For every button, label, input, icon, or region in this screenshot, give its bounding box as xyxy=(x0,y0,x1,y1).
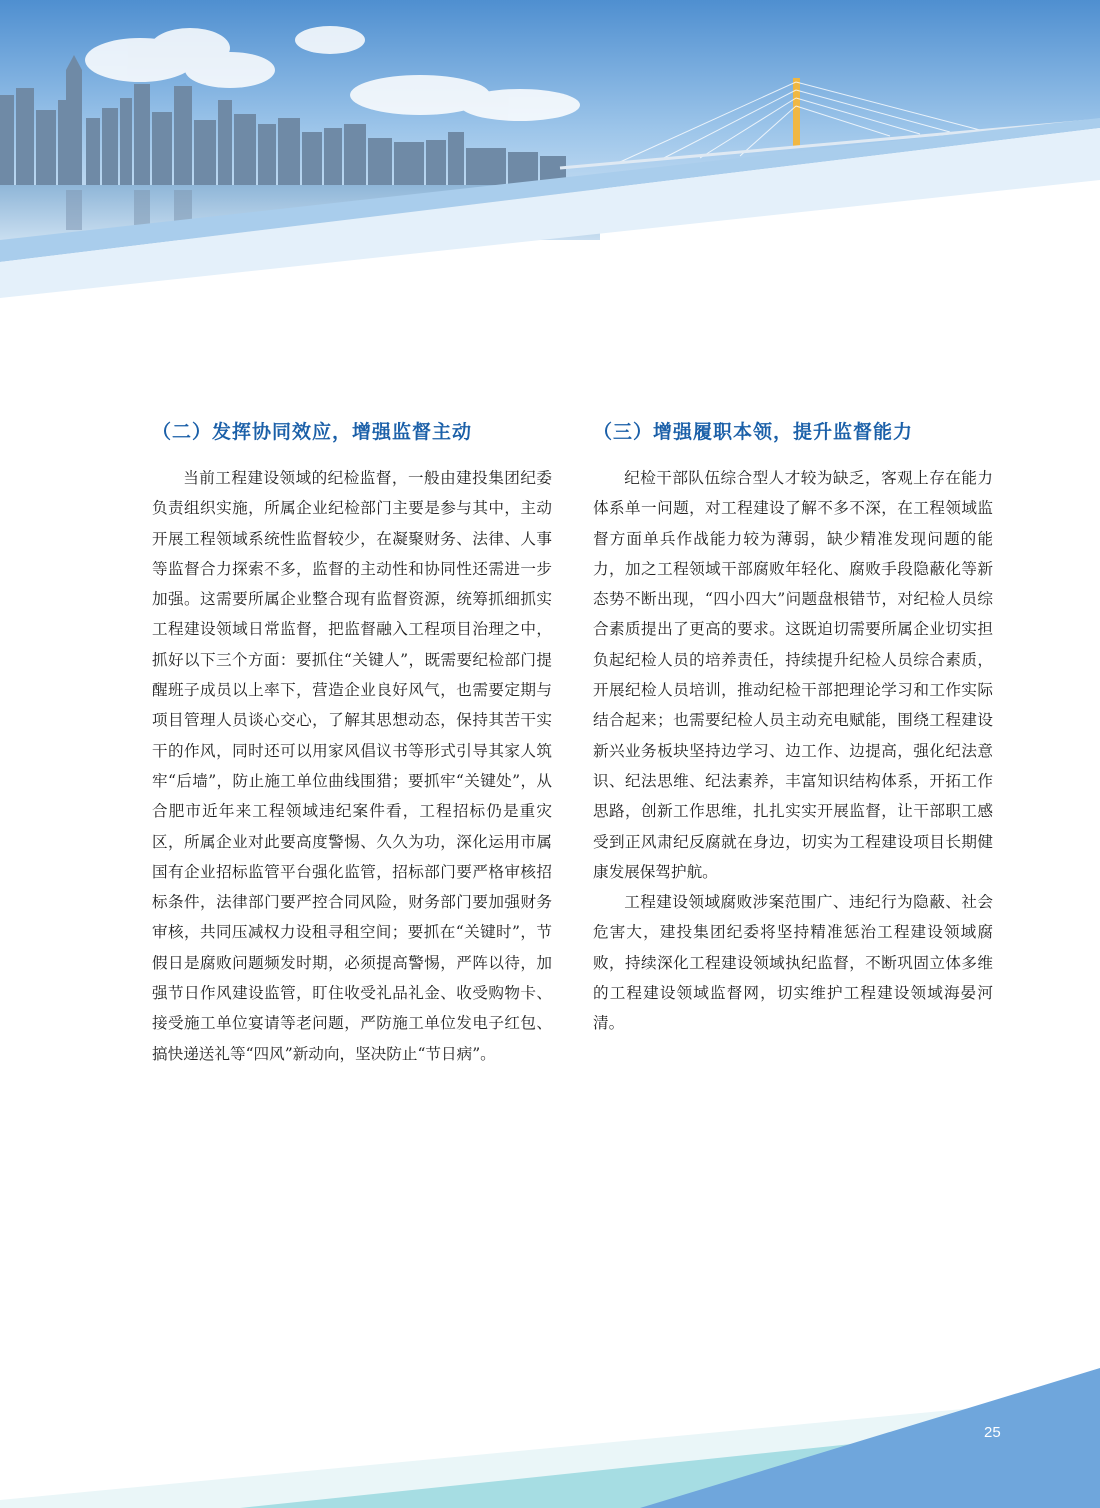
paragraph: 纪检干部队伍综合型人才较为缺乏，客观上存在能力体系单一问题，对工程建设了解不多不深，在工程领域监督方面单兵作战能力较为薄弱，缺少精准发现问题的能力，加之工程领域干部腐败年轻化、腐败手段隐蔽化等新态势不断出现，“四小四大”问题盘根错节，对纪检人员综合素质提出了更高的要求。这既迫切需要所属企业切实担负起纪检人员的培养责任，持续提升纪检人员综合素质，开展纪检人员培训，推动纪检干部把理论学习和工作实际结合起来；也需要纪检人员主动充电赋能，围绕工程建设新兴业务板块坚持边学习、边工作、边提高，强化纪法意识、纪法思维、纪法素养，丰富知识结构体系，开拓工作思路，创新工作思维，扎扎实实开展监督，让干部职工感受到正风肃纪反腐就在身边，切实为工程建设项目长期健康发展保驾护航。 xyxy=(593,469,993,881)
right-column xyxy=(593,415,993,1039)
paragraph: 当前工程建设领域的纪检监督，一般由建投集团纪委负责组织实施，所属企业纪检部门主要是参与其中，主动开展工程领域系统性监督较少，在凝聚财务、法律、人事等监督合力探索不多，监督的主动性和协同性还需进一步加强。这需要所属企业整合现有监督资源，统筹抓细抓实工程建设领域日常监督，把监督融入工程项目治理之中，抓好以下三个方面：要抓住“关键人”，既需要纪检部门提醒班子成员以上率下，营造企业良好风气，也需要定期与项目管理人员谈心交心，了解其思想动态，保持其苦干实干的作风，同时还可以用家风倡议书等形式引导其家人筑牢“后墙”，防止施工单位曲线围猎；要抓牢“关键处”，从合肥市近年来工程领域违纪案件看，工程招标仍是重灾区，所属企业对此要高度警惕、久久为功，深化运用市属国有企业招标监管平台强化监管，招标部门要严格审核招标条件，法律部门要严控合同风险，财务部门要加强财务审核，共同压减权力设租寻租空间；要抓在“关键时”，节假日是腐败问题频发时期，必须提高警惕，严阵以待，加强节日作风建设监管，盯住收受礼品礼金、收受购物卡、接受施工单位宴请等老问题，严防施工单位发电子红包、搞快递送礼等“四风”新动向，坚决防止“节日病”。 xyxy=(152,469,552,1063)
section-heading-left: （二）发挥协同效应，增强监督主动 xyxy=(152,421,473,443)
left-column xyxy=(152,415,552,1069)
section-heading-right: （三）增强履职本领，提升监督能力 xyxy=(593,421,914,443)
footer-bands xyxy=(0,1368,1100,1508)
header-banner xyxy=(0,0,1100,310)
page-number: 25 xyxy=(984,1424,1001,1441)
paragraph: 工程建设领域腐败涉案范围广、违纪行为隐蔽、社会危害大，建投集团纪委将坚持精准惩治工程建设领域腐败，持续深化工程建设领域执纪监督，不断巩固立体多维的工程建设领域监督网，切实维护工程建设领域海晏河清。 xyxy=(593,893,993,1033)
